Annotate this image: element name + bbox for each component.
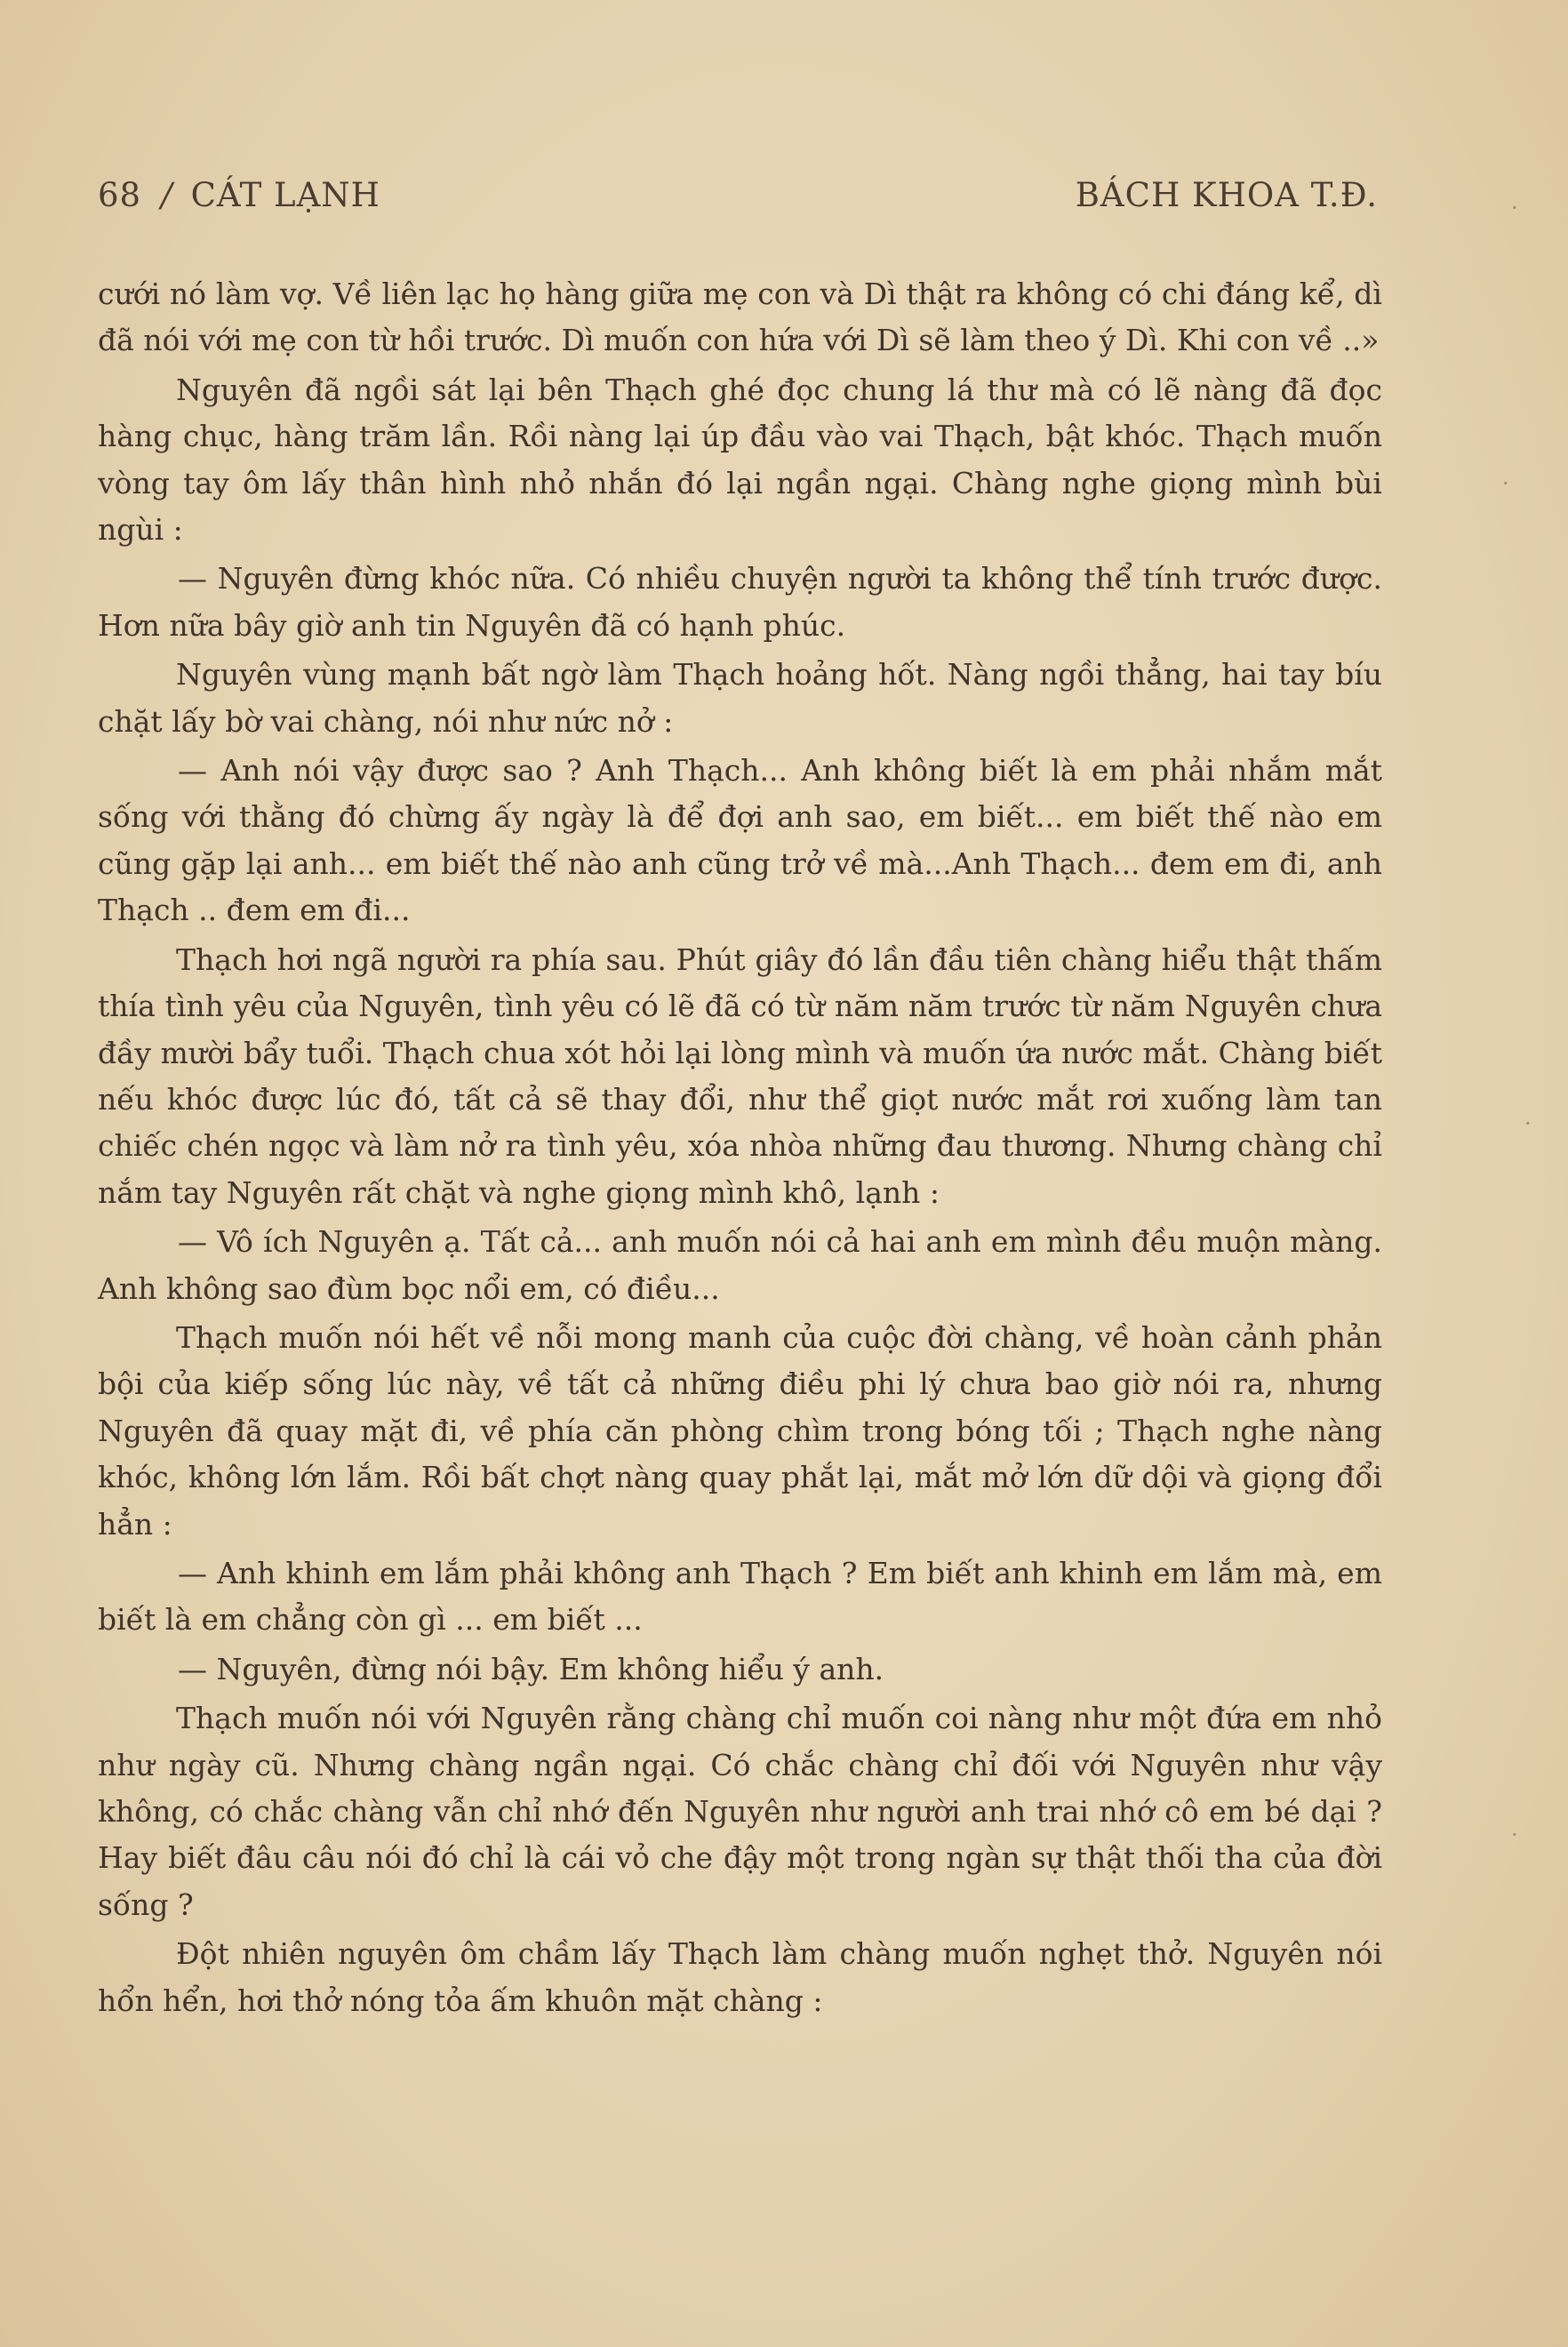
- dialogue-paragraph: — Anh nói vậy được sao ? Anh Thạch... Anh không biết là em phải nhắm mắt sống với thằng đó chừng ấy ngày là để đợi anh sao, em biết... em biết thế nào em cũng gặp lại anh... em biết thế nào anh cũng trở về mà...Anh Thạch... đem em đi, anh Thạch .. đem em đi...: [98, 753, 1382, 928]
- chapter-title: CÁT LẠNH: [190, 176, 380, 214]
- publication-name: BÁCH KHOA T.Đ.: [1075, 176, 1378, 214]
- speck: ·: [1502, 471, 1509, 496]
- page-body: [98, 271, 1382, 2027]
- page-header: [98, 176, 1378, 229]
- paragraph-continuation: cưới nó làm vợ. Về liên lạc họ hàng giữa mẹ con và Dì thật ra không có chi đáng kể, dì đã nói với mẹ con từ hồi trước. Dì muốn con hứa với Dì sẽ làm theo ý Dì. Khi con về ..»: [98, 276, 1382, 358]
- paragraph: Nguyên vùng mạnh bất ngờ làm Thạch hoảng hốt. Nàng ngồi thẳng, hai tay bíu chặt lấy bờ vai chàng, nói như nức nở :: [98, 657, 1382, 739]
- page-number: 68: [98, 176, 142, 214]
- paragraph: Nguyên đã ngồi sát lại bên Thạch ghé đọc chung lá thư mà có lẽ nàng đã đọc hàng chục, hàng trăm lần. Rồi nàng lại úp đầu vào vai Thạch, bật khóc. Thạch muốn vòng tay ôm lấy thân hình nhỏ nhắn đó lại ngần ngại. Chàng nghe giọng mình bùi ngùi :: [98, 372, 1382, 548]
- paragraph: Thạch muốn nói hết về nỗi mong manh của cuộc đời chàng, về hoàn cảnh phản bội của kiếp sống lúc này, về tất cả những điều phi lý chưa bao giờ nói ra, nhưng Nguyên đã quay mặt đi, về phía căn phòng chìm trong bóng tối ; Thạch nghe nàng khóc, không lớn lắm. Rồi bất chợt nàng quay phắt lại, mắt mở lớn dữ dội và giọng đổi hẳn :: [98, 1319, 1382, 1542]
- speck: ·: [1511, 196, 1518, 220]
- dialogue-paragraph: — Nguyên, đừng nói bậy. Em không hiểu ý anh.: [178, 1651, 884, 1686]
- dialogue-paragraph: — Anh khinh em lắm phải không anh Thạch ? Em biết anh khinh em lắm mà, em biết là em chẳng còn gì ... em biết ...: [98, 1555, 1382, 1638]
- dialogue-paragraph: — Nguyên đừng khóc nữa. Có nhiều chuyện người ta không thể tính trước được. Hơn nữa bây giờ anh tin Nguyên đã có hạnh phúc.: [98, 561, 1382, 643]
- header-left: [98, 176, 380, 214]
- speck: ·: [1524, 1111, 1532, 1136]
- speck: ·: [1511, 1822, 1518, 1847]
- dialogue-paragraph: — Vô ích Nguyên ạ. Tất cả... anh muốn nói cả hai anh em mình đều muộn màng. Anh không sao đùm bọc nổi em, có điều...: [98, 1224, 1382, 1306]
- paragraph: Đột nhiên nguyên ôm chầm lấy Thạch làm chàng muốn nghẹt thở. Nguyên nói hổn hển, hơi thở nóng tỏa ấm khuôn mặt chàng :: [98, 1936, 1382, 2018]
- paragraph: Thạch hơi ngã người ra phía sau. Phút giây đó lần đầu tiên chàng hiểu thật thấm thía tình yêu của Nguyên, tình yêu có lẽ đã có từ năm năm trước từ năm Nguyên chưa đầy mười bẩy tuổi. Thạch chua xót hỏi lại lòng mình và muốn ứa nước mắt. Chàng biết nếu khóc được lúc đó, tất cả sẽ thay đổi, như thể giọt nước mắt rơi xuống làm tan chiếc chén ngọc và làm nở ra tình yêu, xóa nhòa những đau thương. Nhưng chàng chỉ nắm tay Nguyên rất chặt và nghe giọng mình khô, lạnh :: [98, 941, 1382, 1210]
- header-separator: /: [161, 176, 173, 214]
- paragraph: Thạch muốn nói với Nguyên rằng chàng chỉ muốn coi nàng như một đứa em nhỏ như ngày cũ. Nhưng chàng ngần ngại. Có chắc chàng chỉ đối với Nguyên như vậy không, có chắc chàng vẫn chỉ nhớ đến Nguyên như người anh trai nhớ cô em bé dại ? Hay biết đâu câu nói đó chỉ là cái vỏ che đậy một trong ngàn sự thật thối tha của đời sống ?: [98, 1701, 1382, 1922]
